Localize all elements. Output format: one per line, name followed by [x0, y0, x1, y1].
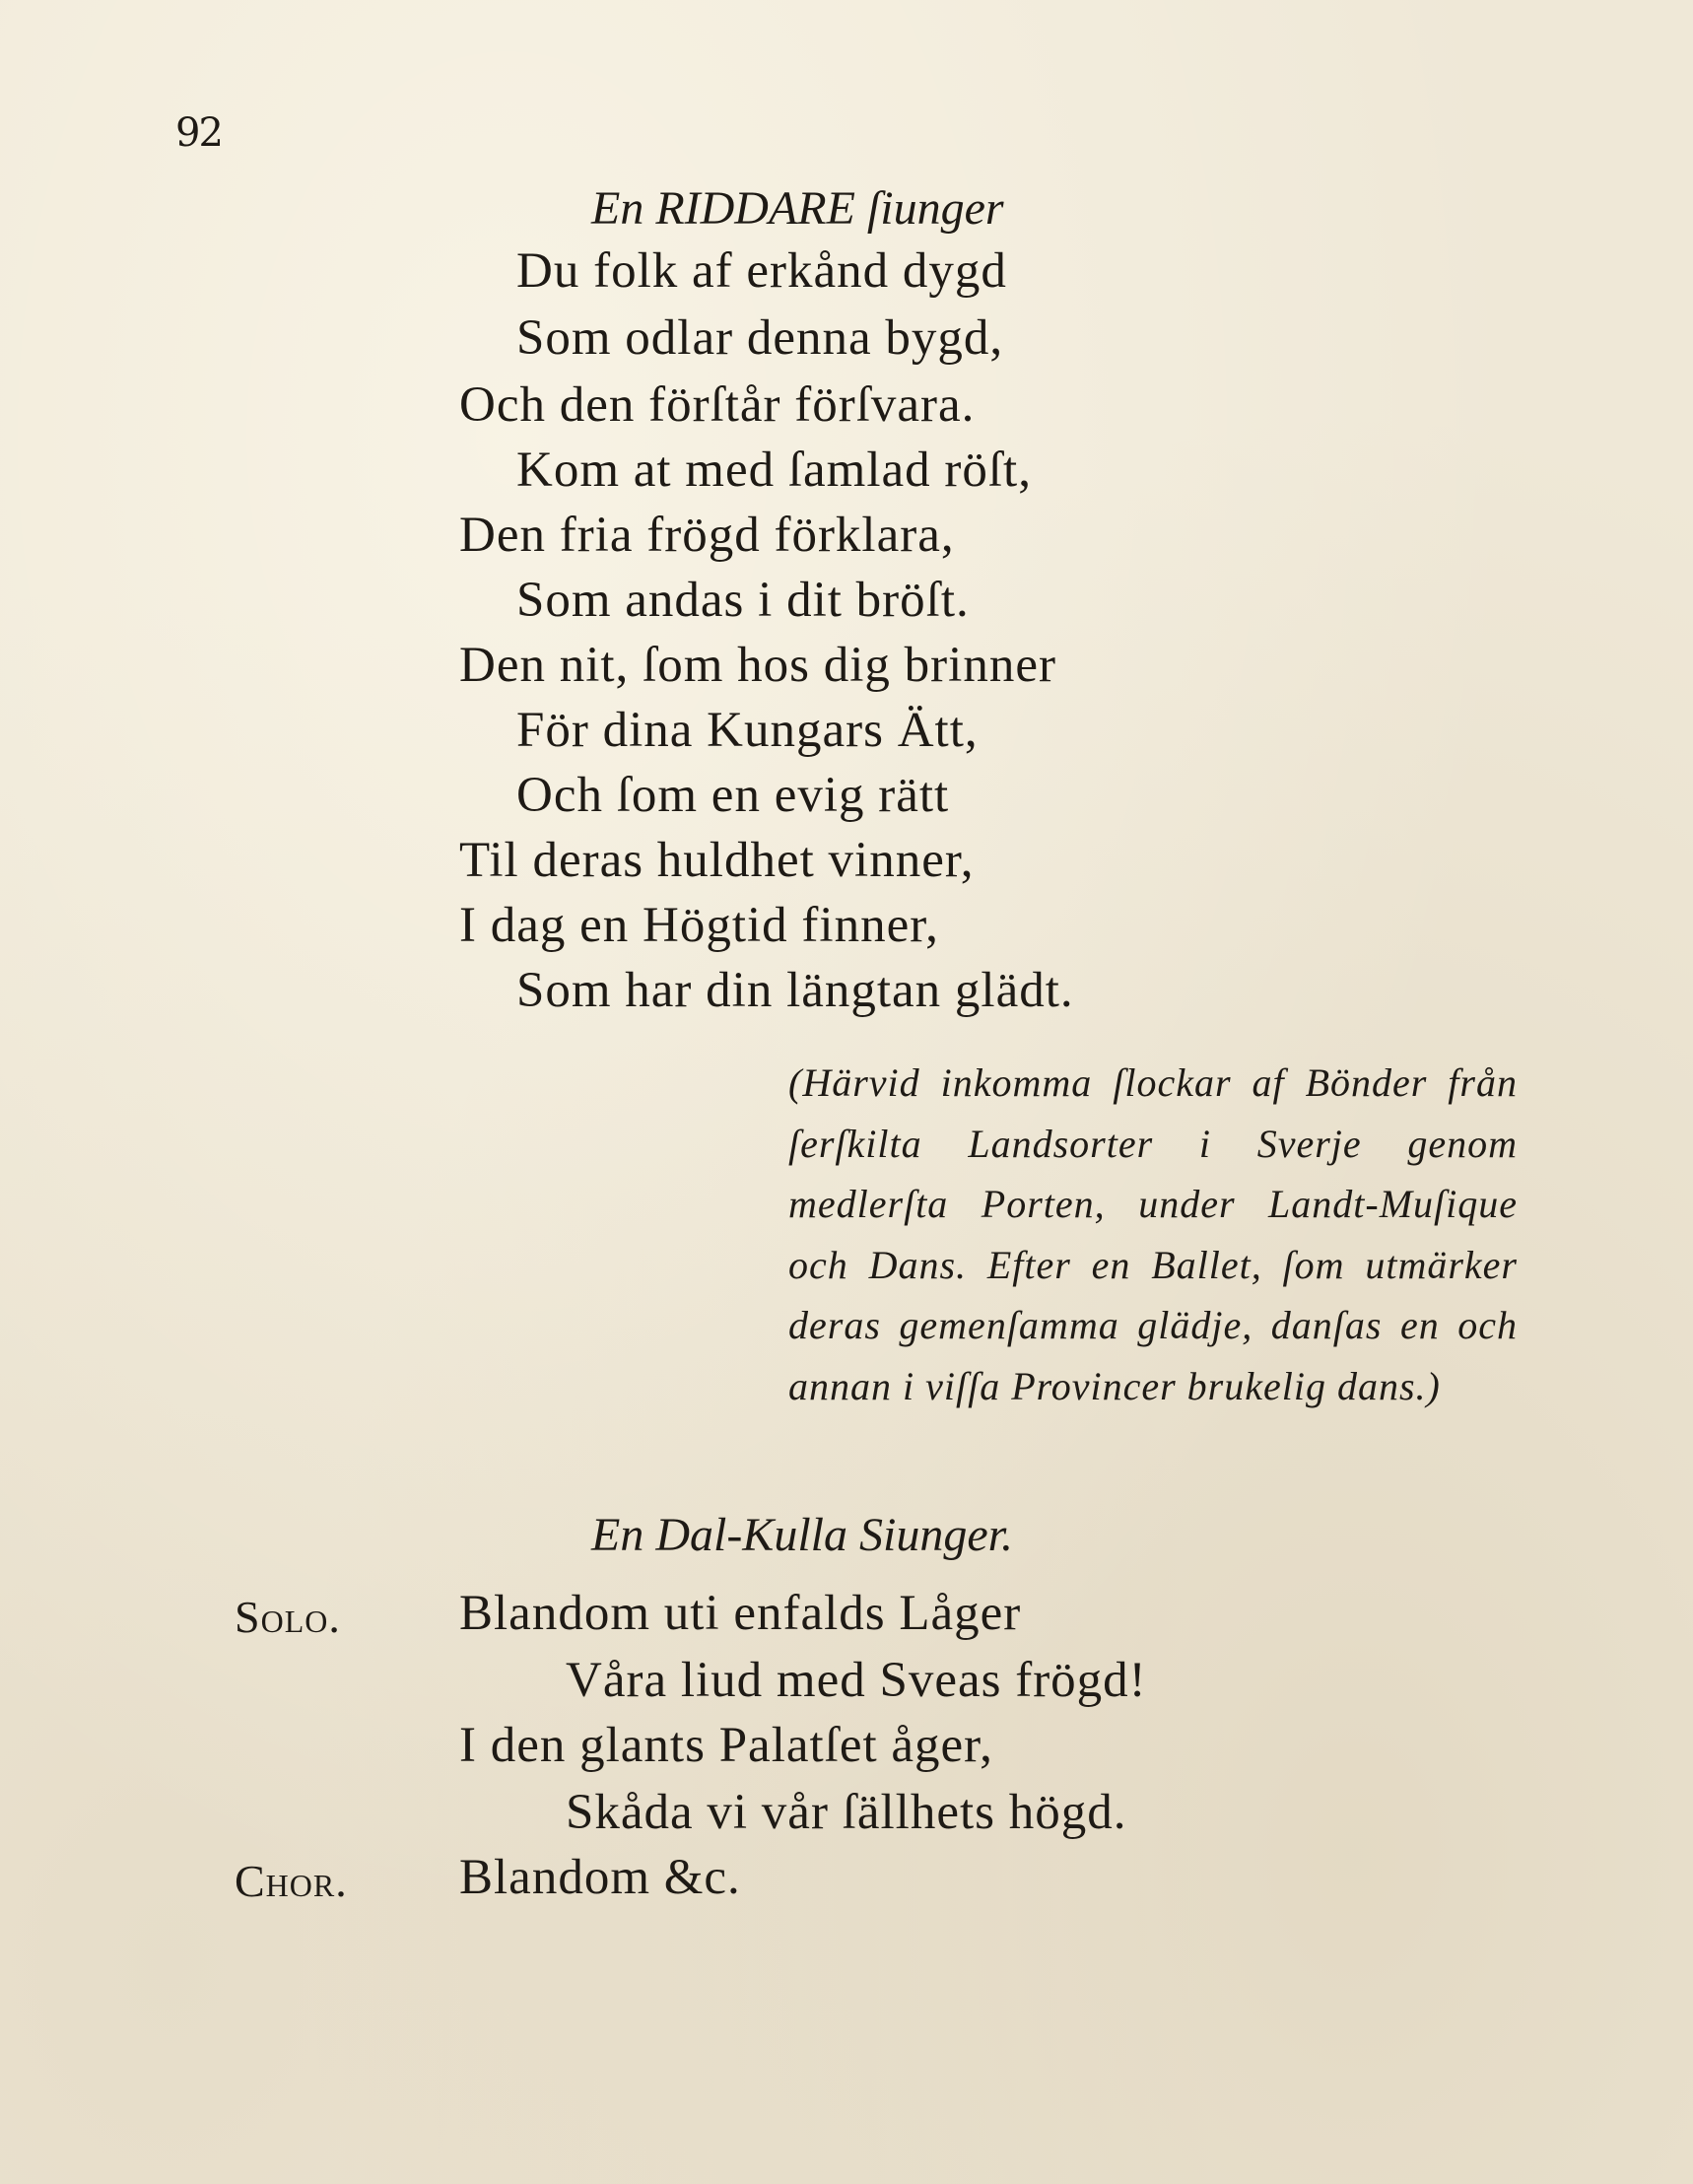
- verse-line: För dina Kungars Ätt,: [516, 703, 979, 758]
- verse-line: Skåda vi vår ſällhets högd.: [566, 1785, 1127, 1840]
- verse-line: Som andas i dit bröſt.: [516, 573, 970, 628]
- verse-line: I dag en Högtid finner,: [459, 898, 939, 953]
- verse-line: Våra liud med Sveas frögd!: [566, 1653, 1147, 1708]
- verse-line: Du folk af erkånd dygd: [516, 243, 1007, 299]
- verse-line: I den glants Palatſet åger,: [459, 1718, 993, 1773]
- verse-line: Och ſom en evig rätt: [516, 768, 950, 823]
- verse-line: Som odlar denna bygd,: [516, 310, 1004, 366]
- verse-line: Blandom uti enfalds Låger: [459, 1586, 1022, 1641]
- verse-line: Som har din längtan glädt.: [516, 963, 1074, 1018]
- verse-line: Blandom &c.: [459, 1850, 741, 1905]
- section-heading-dal-kulla: En Dal-Kulla Siunger.: [591, 1509, 1013, 1561]
- verse-line: Den nit, ſom hos dig brinner: [459, 638, 1056, 693]
- section-heading-riddare: En RIDDARE ſiunger: [591, 182, 1004, 235]
- verse-line: Och den förſtår förſvara.: [459, 377, 976, 433]
- verse-line: Til deras huldhet vinner,: [459, 833, 975, 888]
- page-number: 92: [175, 110, 222, 156]
- speaker-label-chor: Chor.: [235, 1856, 348, 1906]
- stage-direction: (Härvid inkomma ſlockar af Bönder från ſerſkilta Landsorter i Sverje genom medlerſta Porten, under Landt-Muſique och Dans. Efter en Ballet, ſom utmärker deras gemenſamma glädje, danſas en och annan i viſſa Provincer brukelig dans.): [788, 1060, 1518, 1408]
- verse-line: Kom at med ſamlad röſt,: [516, 443, 1032, 498]
- speaker-label-solo: Solo.: [235, 1592, 341, 1642]
- verse-line: Den fria frögd förklara,: [459, 508, 955, 563]
